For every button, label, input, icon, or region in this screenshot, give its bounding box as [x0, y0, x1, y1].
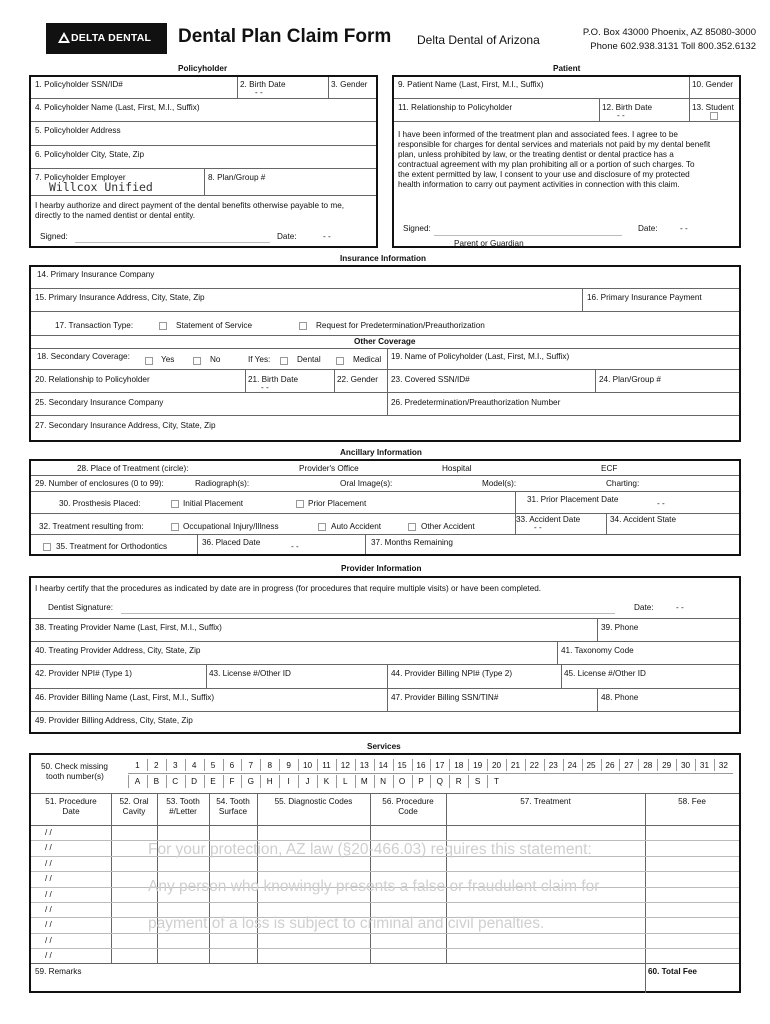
- form-subtitle: Delta Dental of Arizona: [417, 33, 540, 47]
- orthodontics-checkbox[interactable]: [43, 543, 51, 551]
- provider-box: [29, 576, 741, 734]
- charting-field[interactable]: Charting:: [606, 479, 640, 488]
- consent-text-1: I have been informed of the treatment plan and associated fees. I agree to be: [398, 130, 678, 139]
- tooth-number-15[interactable]: 15: [397, 761, 407, 770]
- tooth-number-16[interactable]: 16: [416, 761, 426, 770]
- tooth-number-27[interactable]: 27: [624, 761, 634, 770]
- field-taxonomy-code[interactable]: 41. Taxonomy Code: [561, 646, 634, 655]
- field-treatment-resulting: 32. Treatment resulting from:: [39, 522, 144, 531]
- tooth-letter-D[interactable]: D: [191, 777, 198, 786]
- date-dash: - -: [617, 111, 625, 120]
- if-yes-label: If Yes:: [248, 355, 271, 364]
- field-treating-provider-name[interactable]: 38. Treating Provider Name (Last, First, M.I., Suffix): [35, 623, 222, 632]
- service-row-date[interactable]: / /: [45, 874, 52, 884]
- field-policyholder-birth-date[interactable]: 2. Birth Date: [240, 80, 286, 89]
- field-primary-insurance-payment[interactable]: 16. Primary Insurance Payment: [587, 293, 702, 302]
- col-diagnostic-codes: 55. Diagnostic Codes: [274, 797, 353, 806]
- policyholder-date-label[interactable]: Date:: [277, 232, 297, 241]
- secondary-no-label: No: [210, 355, 221, 364]
- provider-heading: Provider Information: [341, 564, 422, 573]
- field-secondary-coverage: 18. Secondary Coverage:: [37, 352, 130, 361]
- ancillary-box: [29, 459, 741, 556]
- tooth-number-7[interactable]: 7: [248, 761, 254, 770]
- field-months-remaining[interactable]: 37. Months Remaining: [371, 538, 453, 547]
- other-accident-checkbox[interactable]: [408, 523, 416, 531]
- tooth-number-23[interactable]: 23: [548, 761, 558, 770]
- field-policyholder-city[interactable]: 6. Policyholder City, State, Zip: [35, 150, 145, 159]
- tooth-letter-J[interactable]: J: [305, 777, 310, 786]
- other-accident-label: Other Accident: [421, 522, 475, 531]
- field-secondary-insurance-address[interactable]: 27. Secondary Insurance Address, City, State, Zip: [35, 421, 216, 430]
- tooth-number-6[interactable]: 6: [229, 761, 235, 770]
- tooth-letter-R[interactable]: R: [455, 777, 462, 786]
- policyholder-signed-label[interactable]: Signed:: [40, 232, 68, 241]
- field-place-of-treatment: 28. Place of Treatment (circle):: [77, 464, 189, 473]
- field-billing-license-id[interactable]: 45. License #/Other ID: [564, 669, 646, 678]
- patient-signed-label[interactable]: Signed:: [403, 224, 431, 233]
- initial-placement-checkbox[interactable]: [171, 500, 179, 508]
- tooth-number-29[interactable]: 29: [662, 761, 672, 770]
- service-row-date[interactable]: / /: [45, 828, 52, 837]
- auto-accident-checkbox[interactable]: [318, 523, 326, 531]
- tooth-letter-C[interactable]: C: [172, 777, 179, 786]
- service-row-date[interactable]: / /: [45, 935, 52, 945]
- col-tooth-number: 53. Tooth #/Letter: [166, 797, 200, 816]
- statement-of-service-checkbox[interactable]: [159, 322, 167, 330]
- tooth-letter-H[interactable]: H: [266, 777, 273, 786]
- tooth-number-3[interactable]: 3: [172, 761, 178, 770]
- service-row-date[interactable]: / /: [45, 920, 52, 930]
- predetermination-checkbox[interactable]: [299, 322, 307, 330]
- tooth-number-19[interactable]: 19: [473, 761, 483, 770]
- policyholder-box: [29, 75, 378, 248]
- field-primary-insurance-address[interactable]: 15. Primary Insurance Address, City, State, Zip: [35, 293, 205, 302]
- field-billing-address[interactable]: 49. Provider Billing Address, City, State, Zip: [35, 716, 193, 725]
- models-field[interactable]: Model(s):: [482, 479, 517, 488]
- tooth-number-5[interactable]: 5: [210, 761, 216, 770]
- tooth-letter-I[interactable]: I: [287, 777, 290, 786]
- tooth-number-32[interactable]: 32: [718, 761, 728, 770]
- field-patient-birth-date[interactable]: 12. Birth Date: [602, 103, 653, 112]
- tooth-number-20[interactable]: 20: [491, 761, 502, 770]
- delta-dental-logo: [46, 23, 167, 54]
- field-covered-ssn[interactable]: 23. Covered SSN/ID#: [391, 375, 470, 384]
- medical-checkbox[interactable]: [336, 357, 344, 365]
- oral-images-field[interactable]: Oral Image(s):: [340, 479, 393, 488]
- logo-text: DELTA DENTAL: [71, 32, 152, 44]
- field-patient-name[interactable]: 9. Patient Name (Last, First, M.I., Suffix): [398, 80, 544, 89]
- tooth-letter-E[interactable]: E: [210, 777, 216, 786]
- field-plan-group[interactable]: 8. Plan/Group #: [208, 173, 266, 182]
- dental-label: Dental: [297, 355, 321, 364]
- insurance-heading: Insurance Information: [340, 254, 426, 263]
- fraud-warning-2: Any person who knowingly presents a false or fraudulent claim for: [148, 878, 600, 895]
- policyholder-heading: Policyholder: [178, 64, 228, 73]
- secondary-no-checkbox[interactable]: [193, 357, 201, 365]
- field-accident-state[interactable]: 34. Accident State: [610, 515, 676, 524]
- tooth-number-10[interactable]: 10: [302, 761, 313, 770]
- tooth-letter-S[interactable]: S: [474, 777, 481, 786]
- medical-label: Medical: [353, 355, 382, 364]
- service-row-date[interactable]: / /: [45, 858, 52, 868]
- tooth-number-14[interactable]: 14: [378, 761, 388, 770]
- secondary-yes-checkbox[interactable]: [145, 357, 153, 365]
- field-accident-date[interactable]: 33. Accident Date: [516, 515, 581, 524]
- auto-accident-label: Auto Accident: [331, 522, 382, 531]
- tooth-number-24[interactable]: 24: [567, 761, 577, 770]
- place-hospital[interactable]: Hospital: [442, 464, 472, 473]
- occupational-checkbox[interactable]: [171, 523, 179, 531]
- consent-text-3: plan, unless prohibited by law, or the treating dentist or dental practice has a: [398, 150, 674, 159]
- fraud-warning-1: For your protection, AZ law (§20-466.03) requires this statement:: [148, 841, 592, 858]
- tooth-letter-Q[interactable]: Q: [436, 777, 444, 786]
- col-treatment: 57. Treatment: [520, 797, 571, 806]
- services-heading: Services: [367, 742, 401, 751]
- parent-guardian-label: Parent or Guardian: [454, 239, 524, 248]
- predetermination-label: Request for Predetermination/Preauthorization: [316, 321, 485, 330]
- tooth-number-18[interactable]: 18: [454, 761, 464, 770]
- address-line-2: Phone 602.938.3131 Toll 800.352.6132: [590, 41, 756, 52]
- tooth-letter-O[interactable]: O: [398, 777, 406, 786]
- field-relationship[interactable]: 11. Relationship to Policyholder: [398, 103, 513, 112]
- statement-of-service-label: Statement of Service: [176, 321, 252, 330]
- tooth-number-31[interactable]: 31: [699, 761, 709, 770]
- field-placed-date[interactable]: 36. Placed Date: [202, 538, 261, 547]
- tooth-number-2[interactable]: 2: [154, 761, 159, 770]
- tooth-number-28[interactable]: 28: [643, 761, 653, 770]
- tooth-letter-T[interactable]: T: [494, 777, 500, 786]
- tooth-letter-P[interactable]: P: [418, 777, 424, 786]
- field-secondary-insurance-company[interactable]: 25. Secondary Insurance Company: [35, 398, 164, 407]
- date-dash: - -: [657, 499, 665, 508]
- field-remarks[interactable]: 59. Remarks: [35, 967, 82, 976]
- tooth-letter-F[interactable]: F: [229, 777, 235, 786]
- employer-value: Willcox Unified: [49, 180, 153, 194]
- tooth-number-4[interactable]: 4: [191, 761, 197, 770]
- provider-date-label[interactable]: Date:: [634, 603, 654, 612]
- authorization-text-2: directly to the named dentist or dental entity.: [35, 211, 196, 220]
- field-secondary-plan-group[interactable]: 24. Plan/Group #: [599, 375, 661, 384]
- place-ecf[interactable]: ECF: [601, 464, 618, 473]
- field-treating-provider-address[interactable]: 40. Treating Provider Address, City, State, Zip: [35, 646, 201, 655]
- field-check-missing-teeth: 50. Check missing: [41, 762, 108, 771]
- field-billing-ssn-tin[interactable]: 47. Provider Billing SSN/TIN#: [391, 693, 499, 702]
- col-procedure-code: 56. Procedure Code: [382, 797, 434, 816]
- prior-placement-label: Prior Placement: [308, 499, 367, 508]
- date-dash: - -: [323, 232, 331, 241]
- tooth-number-11[interactable]: 11: [322, 761, 331, 770]
- col-fee: 58. Fee: [678, 797, 706, 806]
- tooth-letter-A[interactable]: A: [134, 777, 141, 786]
- tooth-number-1[interactable]: 1: [135, 761, 140, 770]
- field-predetermination-number[interactable]: 26. Predetermination/Preauthorization Number: [391, 398, 561, 407]
- service-row-date[interactable]: / /: [45, 889, 52, 899]
- tooth-number-21[interactable]: 21: [510, 761, 520, 770]
- tooth-letter-L[interactable]: L: [343, 777, 348, 786]
- consent-text-2: responsible for charges for dental services and materials not paid by my dental benefit: [398, 140, 711, 149]
- date-dash: - -: [261, 383, 269, 392]
- service-row-date[interactable]: / /: [45, 905, 52, 914]
- initial-placement-label: Initial Placement: [183, 499, 244, 508]
- tooth-number-17[interactable]: 17: [435, 761, 445, 770]
- tooth-number-13[interactable]: 13: [359, 761, 369, 770]
- field-policyholder-gender[interactable]: 3. Gender: [331, 80, 368, 89]
- tooth-letter-B[interactable]: B: [153, 777, 160, 786]
- col-procedure-date: 51. Procedure Date: [45, 797, 97, 816]
- delta-triangle-icon: [58, 32, 70, 43]
- service-row-date[interactable]: / /: [45, 951, 52, 961]
- field-total-fee[interactable]: 60. Total Fee: [648, 967, 697, 976]
- date-dash: - -: [291, 542, 299, 551]
- radiographs-field[interactable]: Radiograph(s):: [195, 479, 250, 488]
- patient-box: [392, 75, 741, 248]
- tooth-letter-G[interactable]: G: [247, 777, 255, 786]
- tooth-letter-K[interactable]: K: [323, 777, 330, 786]
- tooth-number-12[interactable]: 12: [340, 761, 350, 770]
- tooth-letter-N[interactable]: N: [380, 777, 387, 786]
- address-line-1: P.O. Box 43000 Phoenix, AZ 85080-3000: [582, 27, 756, 38]
- field-secondary-gender[interactable]: 22. Gender: [337, 375, 378, 384]
- services-box: [29, 753, 741, 993]
- field-secondary-birth-date[interactable]: 21. Birth Date: [248, 375, 299, 384]
- tooth-number-9[interactable]: 9: [286, 761, 291, 770]
- field-policyholder-name[interactable]: 4. Policyholder Name (Last, First, M.I., Suffix): [35, 103, 200, 112]
- dental-checkbox[interactable]: [280, 357, 288, 365]
- date-dash: - -: [534, 523, 542, 532]
- field-provider-phone[interactable]: 39. Phone: [601, 623, 639, 632]
- field-patient-gender[interactable]: 10. Gender: [692, 80, 733, 89]
- ancillary-heading: Ancillary Information: [340, 448, 422, 457]
- tooth-number-22[interactable]: 22: [529, 761, 539, 770]
- student-checkbox[interactable]: [710, 112, 718, 120]
- tooth-number-26[interactable]: 26: [605, 761, 615, 770]
- date-dash: - -: [255, 88, 263, 97]
- consent-text-5: the extent permitted by law, I consent to your use and disclosure of my protected: [398, 170, 690, 179]
- field-orthodontics: 35. Treatment for Orthodontics: [56, 542, 168, 551]
- other-coverage-heading: Other Coverage: [354, 337, 416, 346]
- field-enclosures: 29. Number of enclosures (0 to 99):: [35, 479, 164, 488]
- field-provider-npi-type1[interactable]: 42. Provider NPI# (Type 1): [35, 669, 132, 678]
- service-row-date[interactable]: / /: [45, 843, 52, 853]
- field-billing-npi-type2[interactable]: 44. Provider Billing NPI# (Type 2): [391, 669, 513, 678]
- field-policyholder-ssn[interactable]: 1. Policyholder SSN/ID#: [35, 80, 123, 89]
- form-title: Dental Plan Claim Form: [178, 26, 392, 47]
- date-dash: - -: [680, 224, 688, 233]
- authorization-text-1: I hearby authorize and direct payment of the dental benefits otherwise payable to me,: [35, 201, 345, 210]
- col-oral-cavity: 52. Oral Cavity: [119, 797, 149, 816]
- consent-text-6: health information to carry out payment activities in connection with this claim.: [398, 180, 680, 189]
- field-prosthesis-placed: 30. Prosthesis Placed:: [59, 499, 141, 508]
- secondary-yes-label: Yes: [161, 355, 175, 364]
- consent-text-4: contractual agreement with my plan prohibiting all or a portion of such charges. To: [398, 160, 695, 169]
- tooth-letter-M[interactable]: M: [360, 777, 368, 786]
- dentist-signature-label[interactable]: Dentist Signature:: [48, 603, 114, 612]
- tooth-number-25[interactable]: 25: [586, 761, 596, 770]
- col-tooth-surface: 54. Tooth Surface: [216, 797, 250, 816]
- field-billing-phone[interactable]: 48. Phone: [601, 693, 639, 702]
- field-primary-insurance-company[interactable]: 14. Primary Insurance Company: [37, 270, 155, 279]
- field-billing-name[interactable]: 46. Provider Billing Name (Last, First, M.I., Suffix): [35, 693, 215, 702]
- tooth-number-8[interactable]: 8: [267, 761, 273, 770]
- field-transaction-type: 17. Transaction Type:: [55, 321, 134, 330]
- field-license-id[interactable]: 43. License #/Other ID: [209, 669, 291, 678]
- insurance-box: [29, 265, 741, 442]
- place-provider-office[interactable]: Provider's Office: [299, 464, 359, 473]
- field-check-missing-teeth-2: tooth number(s): [46, 772, 104, 781]
- patient-heading: Patient: [553, 64, 581, 73]
- field-prior-placement-date[interactable]: 31. Prior Placement Date: [527, 495, 619, 504]
- field-policyholder-employer[interactable]: 7. Policyholder Employer: [35, 173, 126, 182]
- occupational-label: Occupational Injury/Illness: [183, 522, 279, 531]
- date-dash: - -: [676, 603, 684, 612]
- tooth-number-30[interactable]: 30: [680, 761, 691, 770]
- field-secondary-policyholder-name[interactable]: 19. Name of Policyholder (Last, First, M.I., Suffix): [391, 352, 570, 361]
- field-policyholder-address[interactable]: 5. Policyholder Address: [35, 126, 121, 135]
- prior-placement-checkbox[interactable]: [296, 500, 304, 508]
- patient-date-label[interactable]: Date:: [638, 224, 658, 233]
- field-student[interactable]: 13. Student: [692, 103, 734, 112]
- certify-text: I hearby certify that the procedures as indicated by date are in progress (for procedures that require multiple visits) or have been completed.: [35, 584, 542, 593]
- field-secondary-relationship[interactable]: 20. Relationship to Policyholder: [35, 375, 150, 384]
- fraud-warning-3: payment of a loss is subject to criminal and civil penalties.: [148, 915, 545, 932]
